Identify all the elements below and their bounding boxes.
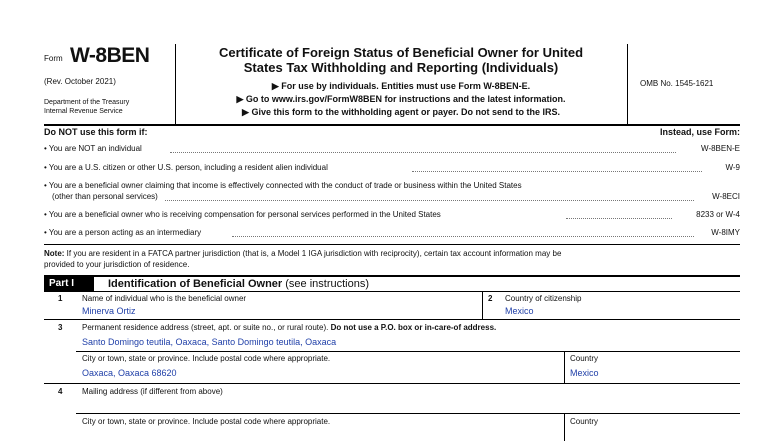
donot-item-1: • You are NOT an individual <box>44 144 142 153</box>
row-rule <box>44 319 740 320</box>
instruction-2[interactable]: ▶ Go to www.irs.gov/FormW8BEN for instructions and the latest information. <box>236 94 566 104</box>
line4-label: Mailing address (if different from above) <box>82 387 223 396</box>
part1-tag: Part I <box>44 277 94 291</box>
leader-dots <box>232 236 694 237</box>
country-field[interactable]: Mexico <box>570 368 599 378</box>
donot-item-4: • You are a beneficial owner who is receiving compensation for personal services performed in the United States <box>44 210 441 219</box>
permanent-address-field[interactable]: Santo Domingo teutila, Oaxaca, Santo Domingo teutila, Oaxaca <box>82 337 337 347</box>
department-line: Department of the Treasury <box>44 99 130 106</box>
donot-item-2: • You are a U.S. citizen or other U.S. person, including a resident alien individual <box>44 163 328 172</box>
department-info <box>44 98 129 116</box>
leader-dots <box>170 152 676 153</box>
instead-form-4: 8233 or W-4 <box>696 210 740 219</box>
city2-label: City or town, state or province. Include postal code where appropriate. <box>82 417 331 426</box>
instruction-3: ▶ Give this form to the withholding agent or payer. Do not send to the IRS. <box>242 107 560 117</box>
service-line: Internal Revenue Service <box>44 108 123 115</box>
instead-heading: Instead, use Form: <box>659 127 740 137</box>
omb-number: OMB No. 1545-1621 <box>640 79 714 88</box>
note-line-1: If you are resident in a FATCA partner jurisdiction (that is, a Model 1 IGA jurisdiction with reciprocity), certain tax account information may be <box>64 249 562 258</box>
line1-label: Name of individual who is the beneficial owner <box>82 294 247 303</box>
title-line-2: States Tax Withholding and Reporting (Individuals) <box>243 60 559 75</box>
donot-bottom-rule <box>44 244 740 245</box>
revision-date: (Rev. October 2021) <box>44 77 116 86</box>
header-instructions <box>176 80 626 119</box>
field-divider <box>564 414 565 441</box>
note-label: Note: <box>44 249 65 258</box>
mailing-address-field[interactable] <box>82 399 732 411</box>
line2-label: Country of citizenship <box>505 294 582 303</box>
field-divider <box>564 352 565 383</box>
title-line-1: Certificate of Foreign Status of Beneficial Owner for United <box>218 45 584 60</box>
line1-number: 1 <box>58 294 63 303</box>
donot-item-3: • You are a beneficial owner claiming that income is effectively connected with the conduct of trade or business within the United States <box>44 181 522 190</box>
form-number: W-8BEN <box>70 44 150 67</box>
donot-heading: Do NOT use this form if: <box>44 127 148 137</box>
row-rule <box>76 413 740 414</box>
country-of-citizenship-field[interactable]: Mexico <box>505 306 534 316</box>
header-bottom-rule <box>44 124 740 126</box>
field-divider <box>482 292 483 319</box>
form-title <box>176 45 626 75</box>
line3-label: Permanent residence address (street, apt. or suite no., or rural route). Do not use a P.O. box or in-care-of address. <box>82 323 497 332</box>
line2-number: 2 <box>488 294 493 303</box>
row-rule <box>76 351 740 352</box>
part1-title-bold: Identification of Beneficial Owner <box>108 278 283 290</box>
leader-dots <box>412 171 702 172</box>
instead-form-5: W-8IMY <box>711 228 740 237</box>
form-label: Form <box>44 54 63 63</box>
leader-dots <box>165 200 694 201</box>
line3-number: 3 <box>58 323 63 332</box>
instead-form-1: W-8BEN-E <box>701 144 740 153</box>
row-rule <box>44 383 740 384</box>
line4-number: 4 <box>58 387 63 396</box>
instead-form-3: W-8ECI <box>712 192 740 201</box>
part1-title <box>108 277 369 291</box>
donot-item-5: • You are a person acting as an intermediary <box>44 228 202 237</box>
country2-label: Country <box>570 417 599 426</box>
instead-form-2: W-9 <box>725 163 740 172</box>
leader-dots <box>566 218 672 219</box>
part1-header-rule <box>44 291 740 292</box>
arrow-icon: ▶ <box>271 81 282 91</box>
arrow-icon: ▶ <box>236 94 246 104</box>
city-state-postal-field[interactable]: Oaxaca, Oaxaca 68620 <box>82 368 177 378</box>
country-label: Country <box>570 354 599 363</box>
arrow-icon: ▶ <box>242 107 252 117</box>
part1-title-suffix: (see instructions) <box>282 278 370 290</box>
instruction-1: ▶ For use by individuals. Entities must use Form W-8BEN-E. <box>271 81 531 91</box>
note-line-2: provided to your jurisdiction of residence. <box>44 260 190 269</box>
header-divider-right <box>627 44 628 124</box>
fatca-note <box>44 248 744 270</box>
city-label: City or town, state or province. Include postal code where appropriate. <box>82 354 331 363</box>
donot-item-3-cont: (other than personal services) <box>52 192 158 201</box>
beneficial-owner-name-field[interactable]: Minerva Ortiz <box>82 306 136 316</box>
